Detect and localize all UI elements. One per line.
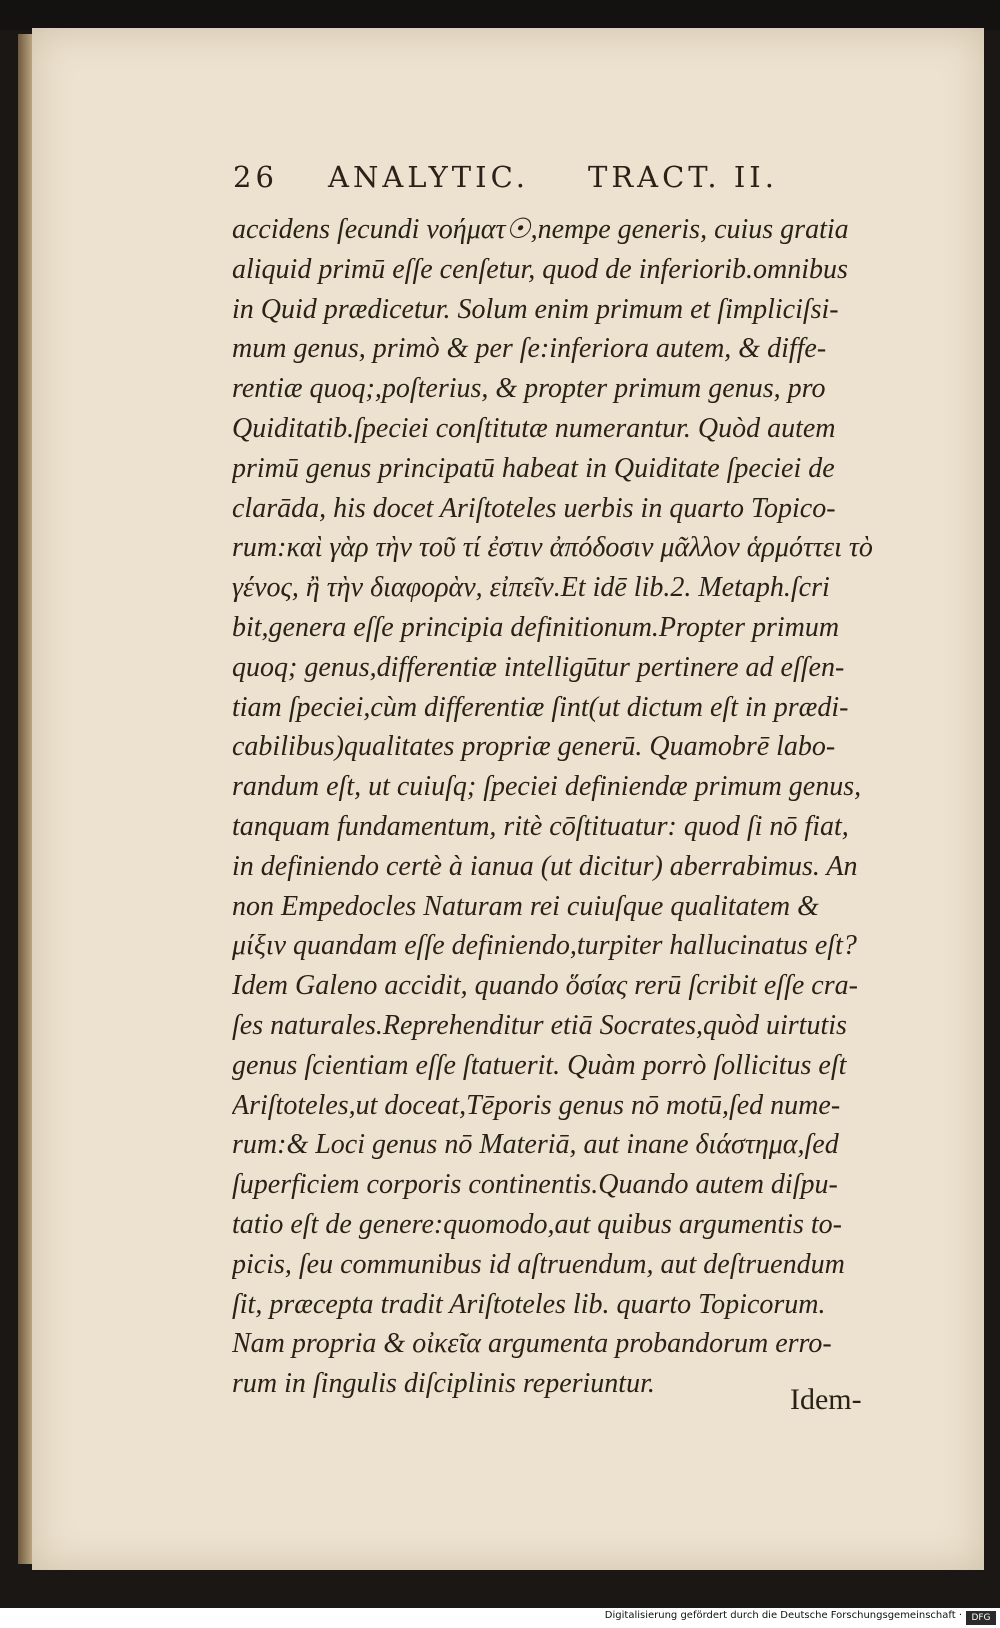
text-line: μίξιν quandam eſſe definiendo,turpiter hallucinatus eſt? xyxy=(232,930,857,962)
text-line: primū genus principatū habeat in Quiditate ſpeciei de xyxy=(232,452,835,484)
funding-credit: Digitalisierung gefördert durch die Deutsche Forschungsgemeinschaft · xyxy=(604,1610,962,1621)
text-line: mum genus, primò & per ſe:inferiora autem, & diffe- xyxy=(232,333,827,365)
running-header xyxy=(233,160,873,210)
text-line: ſuperficiem corporis continentis.Quando autem diſpu- xyxy=(232,1169,838,1201)
text-line: γένος, ἢ τὴν διαφορὰν, εἰπεῖν.Et idē lib.2. Metaph.ſcri xyxy=(232,572,830,604)
text-line: tanquam fundamentum, ritè cōſtituatur: quod ſi nō fiat, xyxy=(232,810,849,842)
text-line: rum:& Loci genus nō Materiā, aut inane διάστημα,ſed xyxy=(232,1129,839,1161)
running-title: ANALYTIC. xyxy=(328,160,529,194)
text-line: rentiæ quoq;,poſterius, & propter primum genus, pro xyxy=(232,373,826,405)
text-line: tiam ſpeciei,cùm differentiæ ſint(ut dictum eſt in prædi- xyxy=(232,691,849,723)
text-line: tatio eſt de genere:quomodo,aut quibus argumentis to- xyxy=(232,1208,842,1240)
digitization-footer xyxy=(0,1608,1000,1628)
text-line: in definiendo certè à ianua (ut dicitur) aberrabimus. An xyxy=(232,850,858,882)
text-line: accidens ſecundi νοήματ☉,nempe generis, cuius gratia xyxy=(232,214,849,245)
text-line: clarāda, his docet Ariſtoteles uerbis in quarto Topico- xyxy=(232,492,836,524)
dfg-logo: DFG xyxy=(966,1611,996,1625)
text-line: in Quid prædicetur. Solum enim primum et ſimpliciſsi- xyxy=(232,293,839,325)
text-line: Idem Galeno accidit, quando ὅσίας rerū ſcribit eſſe cra- xyxy=(232,970,858,1002)
text-line: cabilibus)qualitates propriæ generū. Quamobrē labo- xyxy=(232,731,836,763)
text-line: Ariſtoteles,ut doceat,Tēporis genus nō motū,ſed nume- xyxy=(232,1089,841,1121)
text-line: Nam propria & οἰκεῖα argumenta probandorum erro- xyxy=(232,1328,832,1360)
text-line: ſit, præcepta tradit Ariſtoteles lib. quarto Topicorum. xyxy=(232,1288,826,1320)
text-line: randum eſt, ut cuiuſq; ſpeciei definiendæ primum genus, xyxy=(232,771,862,803)
catchword: Idem- xyxy=(790,1383,862,1416)
text-line: genus ſcientiam eſſe ſtatuerit. Quàm porrò ſollicitus eſt xyxy=(232,1049,847,1081)
text-line: quoq; genus,differentiæ intelligūtur pertinere ad eſſen- xyxy=(232,651,845,683)
body-text xyxy=(232,210,902,1404)
text-line: picis, ſeu communibus id aſtruendum, aut deſtruendum xyxy=(232,1248,845,1280)
text-line: rum:καὶ γὰρ τὴν τοῦ τί ἐστιν ἀπόδοσιν μᾶλλον ἁρμόττει τὸ xyxy=(232,532,873,564)
text-line: rum in ſingulis diſciplinis reperiuntur. xyxy=(232,1368,655,1400)
text-line: Quiditatib.ſpeciei conſtitutæ numerantur. Quòd autem xyxy=(232,412,836,444)
text-line: bit,genera eſſe principia definitionum.Propter primum xyxy=(232,611,840,643)
text-line: non Empedocles Naturam rei cuiuſque qualitatem & xyxy=(232,890,819,922)
text-line: aliquid primū eſſe cenſetur, quod de inferiorib.omnibus xyxy=(232,253,848,285)
text-line: ſes naturales.Reprehenditur etiā Socrates,quòd uirtutis xyxy=(232,1009,847,1041)
scan-top-border xyxy=(0,0,1000,30)
page-number: 26 xyxy=(233,160,278,194)
tract-label: TRACT. II. xyxy=(588,160,778,194)
